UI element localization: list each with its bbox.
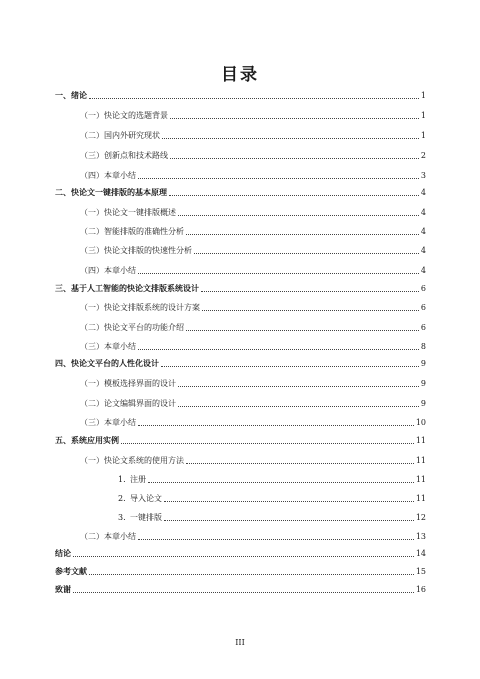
entry-label: 系统应用实例: [71, 436, 119, 445]
entry-page: 11: [415, 456, 426, 465]
toc-entry[interactable]: [118, 491, 426, 504]
toc-entry[interactable]: [80, 108, 426, 121]
entry-page: 4: [420, 227, 426, 236]
toc-entry[interactable]: [80, 243, 426, 256]
entry-number: （一）: [80, 111, 104, 120]
entry-label: 结论: [55, 549, 71, 558]
entry-label: 论文编辑界面的设计: [104, 399, 176, 408]
entry-page: 14: [415, 549, 426, 558]
dot-leader: [89, 573, 414, 575]
entry-label: 快论文的选题背景: [104, 111, 168, 120]
entry-number: （二）: [80, 399, 104, 408]
toc-entry[interactable]: [80, 320, 426, 333]
entry-label: 本章小结: [104, 171, 136, 180]
entry-page: 11: [415, 436, 426, 445]
dot-leader: [73, 555, 414, 557]
entry-number: （四）: [80, 266, 104, 275]
toc-entry[interactable]: [55, 582, 426, 595]
entry-number: 五、: [55, 436, 71, 445]
toc-entry[interactable]: [80, 168, 426, 181]
toc-entry[interactable]: [80, 224, 426, 237]
entry-page: 15: [415, 567, 426, 576]
entry-label: 本章小结: [104, 418, 136, 427]
entry-number: （二）: [80, 532, 104, 541]
dot-leader: [186, 329, 419, 331]
page-title: 目录: [221, 65, 259, 85]
entry-number: （三）: [80, 418, 104, 427]
dot-leader: [89, 97, 419, 99]
entry-label: 快论文排版系统的设计方案: [104, 303, 200, 312]
entry-page: 13: [415, 532, 426, 541]
entry-number: 一、: [55, 91, 71, 100]
toc-entry[interactable]: [55, 281, 426, 294]
entry-page: 16: [415, 585, 426, 594]
entry-page: 1: [420, 111, 426, 120]
dot-leader: [178, 385, 419, 387]
entry-number: （一）: [80, 303, 104, 312]
toc-entry[interactable]: [118, 510, 426, 523]
entry-label: 基于人工智能的快论文排版系统设计: [71, 284, 199, 293]
entry-label: 参考文献: [55, 567, 87, 576]
entry-page: 4: [420, 246, 426, 255]
entry-number: （一）: [80, 379, 104, 388]
dot-leader: [138, 538, 414, 540]
dot-leader: [162, 137, 419, 139]
entry-label: 智能排版的准确性分析: [104, 227, 184, 236]
entry-label: 创新点和技术路线: [104, 151, 168, 160]
entry-label: 快论文平台的功能介绍: [104, 323, 184, 332]
entry-page: 3: [420, 171, 426, 180]
entry-label: 快论文一键排版的基本原理: [71, 188, 167, 197]
entry-label: 导入论文: [130, 494, 162, 503]
dot-leader: [121, 442, 414, 444]
entry-number: （四）: [80, 171, 104, 180]
entry-label: 快论文平台的人性化设计: [71, 359, 159, 368]
entry-page: 12: [415, 513, 426, 522]
dot-leader: [138, 424, 414, 426]
entry-number: （一）: [80, 208, 104, 217]
entry-label: 本章小结: [104, 266, 136, 275]
dot-leader: [186, 233, 419, 235]
toc-entry[interactable]: [80, 376, 426, 389]
toc-entry[interactable]: [80, 529, 426, 542]
entry-page: 2: [420, 151, 426, 160]
toc-entry[interactable]: [55, 185, 426, 198]
toc-entry[interactable]: [55, 564, 426, 577]
entry-label: 模板选择界面的设计: [104, 379, 176, 388]
entry-page: 1: [420, 91, 426, 100]
toc-entry[interactable]: [80, 300, 426, 313]
entry-label: 注册: [130, 475, 146, 484]
entry-page: 9: [420, 379, 426, 388]
entry-page: 9: [420, 399, 426, 408]
dot-leader: [178, 214, 419, 216]
entry-label: 致谢: [55, 585, 71, 594]
toc-entry[interactable]: [118, 472, 426, 485]
entry-page: 6: [420, 284, 426, 293]
dot-leader: [170, 117, 419, 119]
dot-leader: [178, 405, 419, 407]
entry-number: （二）: [80, 227, 104, 236]
entry-label: 本章小结: [104, 532, 136, 541]
dot-leader: [138, 348, 419, 350]
toc-entry[interactable]: [55, 88, 426, 101]
entry-number: （三）: [80, 246, 104, 255]
toc-entry[interactable]: [80, 263, 426, 276]
entry-page: 6: [420, 303, 426, 312]
entry-number: 2.: [118, 494, 126, 503]
dot-leader: [186, 462, 414, 464]
toc-entry[interactable]: [80, 415, 426, 428]
entry-label: 快论文一键排版概述: [104, 208, 176, 217]
entry-page: 11: [415, 494, 426, 503]
entry-page: 1: [420, 131, 426, 140]
dot-leader: [164, 500, 414, 502]
dot-leader: [138, 272, 419, 274]
entry-number: （三）: [80, 151, 104, 160]
entry-number: （二）: [80, 131, 104, 140]
entry-number: 二、: [55, 188, 71, 197]
entry-page: 8: [420, 342, 426, 351]
entry-number: 三、: [55, 284, 71, 293]
dot-leader: [194, 252, 419, 254]
dot-leader: [73, 591, 414, 593]
toc-entry[interactable]: [80, 148, 426, 161]
entry-page: 4: [420, 208, 426, 217]
toc-entry[interactable]: [80, 128, 426, 141]
entry-number: 四、: [55, 359, 71, 368]
entry-label: 国内外研究现状: [104, 131, 160, 140]
toc-entry[interactable]: [55, 546, 426, 559]
entry-number: （二）: [80, 323, 104, 332]
dot-leader: [202, 309, 419, 311]
entry-label: 本章小结: [104, 342, 136, 351]
dot-leader: [170, 157, 419, 159]
toc-entry[interactable]: [80, 453, 426, 466]
entry-page: 9: [420, 359, 426, 368]
entry-label: 绪论: [71, 91, 87, 100]
entry-label: 快论文排版的快速性分析: [104, 246, 192, 255]
dot-leader: [148, 481, 414, 483]
toc-entry[interactable]: [80, 396, 426, 409]
entry-page: 4: [420, 188, 426, 197]
entry-page: 6: [420, 323, 426, 332]
toc-entry[interactable]: [80, 205, 426, 218]
entry-number: 1.: [118, 475, 126, 484]
entry-number: 3.: [118, 513, 126, 522]
dot-leader: [161, 365, 419, 367]
entry-page: 4: [420, 266, 426, 275]
toc-entry[interactable]: [55, 356, 426, 369]
entry-number: （一）: [80, 456, 104, 465]
page-number: III: [235, 638, 245, 647]
entry-page: 10: [415, 418, 426, 427]
dot-leader: [138, 177, 419, 179]
dot-leader: [164, 519, 414, 521]
toc-entry[interactable]: [55, 433, 426, 446]
entry-number: （三）: [80, 342, 104, 351]
dot-leader: [201, 290, 419, 292]
entry-label: 一键排版: [130, 513, 162, 522]
toc-entry[interactable]: [80, 339, 426, 352]
entry-page: 11: [415, 475, 426, 484]
entry-label: 快论文系统的使用方法: [104, 456, 184, 465]
dot-leader: [169, 194, 419, 196]
